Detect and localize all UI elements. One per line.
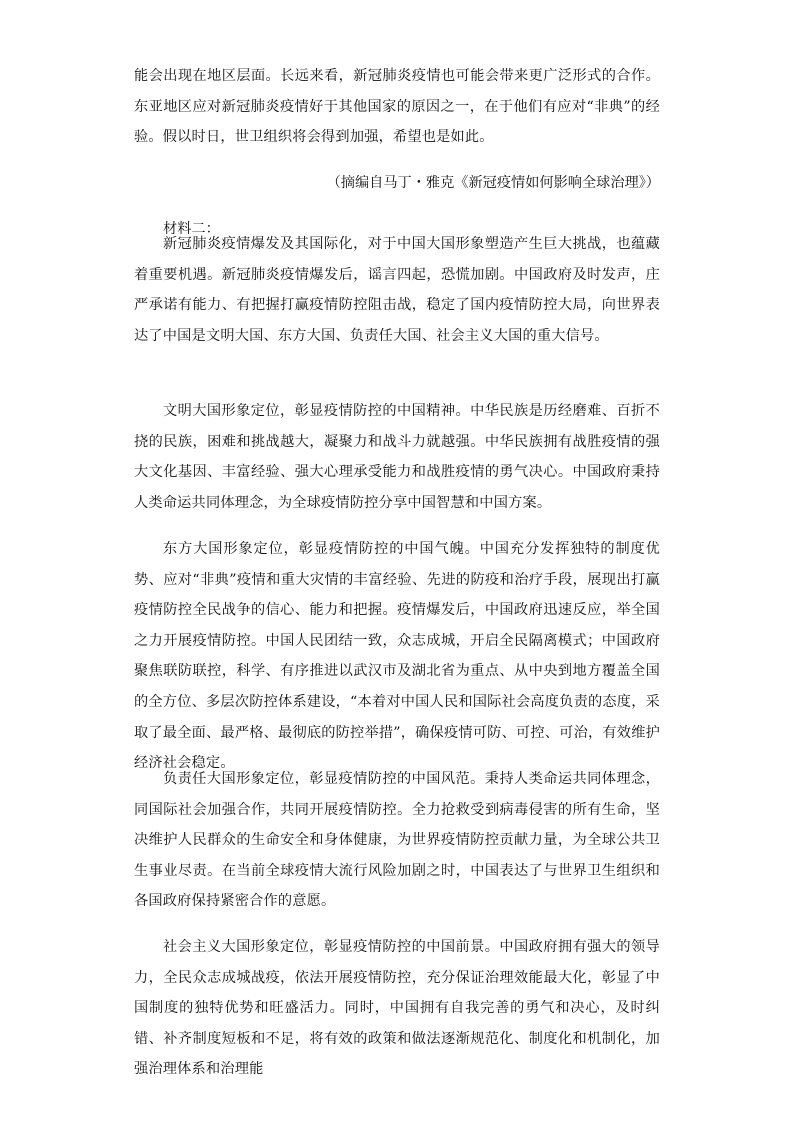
source-citation: （摘编自马丁・雅克《新冠疫情如何影响全球治理》） [326,175,660,191]
paragraph-civilized-power: 文明大国形象定位，彰显疫情防控的中国精神。中华民族是历经磨难、百折不挠的民族，困难和挑战越大，凝聚力和战斗力就越强。中华民族拥有战胜疫情的强大文化基因、丰富经验、强大心理承受能力和战胜疫情的勇气决心。中国政府秉持人类命运共同体理念，为全球疫情防控分享中国智慧和中国方案。 [134,403,660,511]
paragraph-responsible-power: 负责任大国形象定位，彰显疫情防控的中国风范。秉持人类命运共同体理念，同国际社会加强合作，共同开展疫情防控。全力抢救受到病毒侵害的所有生命，坚决维护人民群众的生命安全和身体健康，为世界疫情防控贡献力量，为全球公共卫生事业尽责。在当前全球疫情大流行风险加剧之时，中国表达了与世界卫生组织和各国政府保持紧密合作的意愿。 [134,771,660,910]
paragraph-eastern-power: 东方大国形象定位，彰显疫情防控的中国气魄。中国充分发挥独特的制度优势、应对“非典”疫情和重大灾情的丰富经验、先进的防疫和治疗手段，展现出打赢疫情防控全民战争的信心、能力和把握。疫情爆发后，中国政府迅速反应，举全国之力开展疫情防控。中国人民团结一致，众志成城，开启全民隔离模式；中国政府聚焦联防联控，科学、有序推进以武汉市及湖北省为重点、从中央到地方覆盖全国的全方位、多层次防控体系建设，“本着对中国人民和国际社会高度负责的态度，采取了最全面、最严格、最彻底的防控举措”，确保疫情可防、可控、可治，有效维护经济社会稳定。 [134,541,660,772]
paragraph-intro: 新冠肺炎疫情爆发及其国际化，对于中国大国形象塑造产生巨大挑战，也蕴藏着重要机遇。新冠肺炎疫情爆发后，谣言四起，恐慌加剧。中国政府及时发声，庄严承诺有能力、有把握打赢疫情防控阻击战，稳定了国内疫情防控大局，向世界表达了中国是文明大国、东方大国、负责任大国、社会主义大国的重大信号。 [134,236,660,344]
material-two-label: 材料二： [163,221,220,237]
paragraph-continuation: 能会出现在地区层面。长远来看，新冠肺炎疫情也可能会带来更广泛形式的合作。东亚地区应对新冠肺炎疫情好于其他国家的原因之一，在于他们有应对“非典”的经验。假以时日，世卫组织将会得到加强，希望也是如此。 [134,68,660,146]
paragraph-socialist-power: 社会主义大国形象定位，彰显疫情防控的中国前景。中国政府拥有强大的领导力，全民众志成城战疫，依法开展疫情防控，充分保证治理效能最大化，彰显了中国制度的独特优势和旺盛活力。同时，中国拥有自我完善的勇气和决心，及时纠错、补齐制度短板和不足，将有效的政策和做法逐渐规范化、制度化和机制化，加强治理体系和治理能 [134,939,660,1078]
